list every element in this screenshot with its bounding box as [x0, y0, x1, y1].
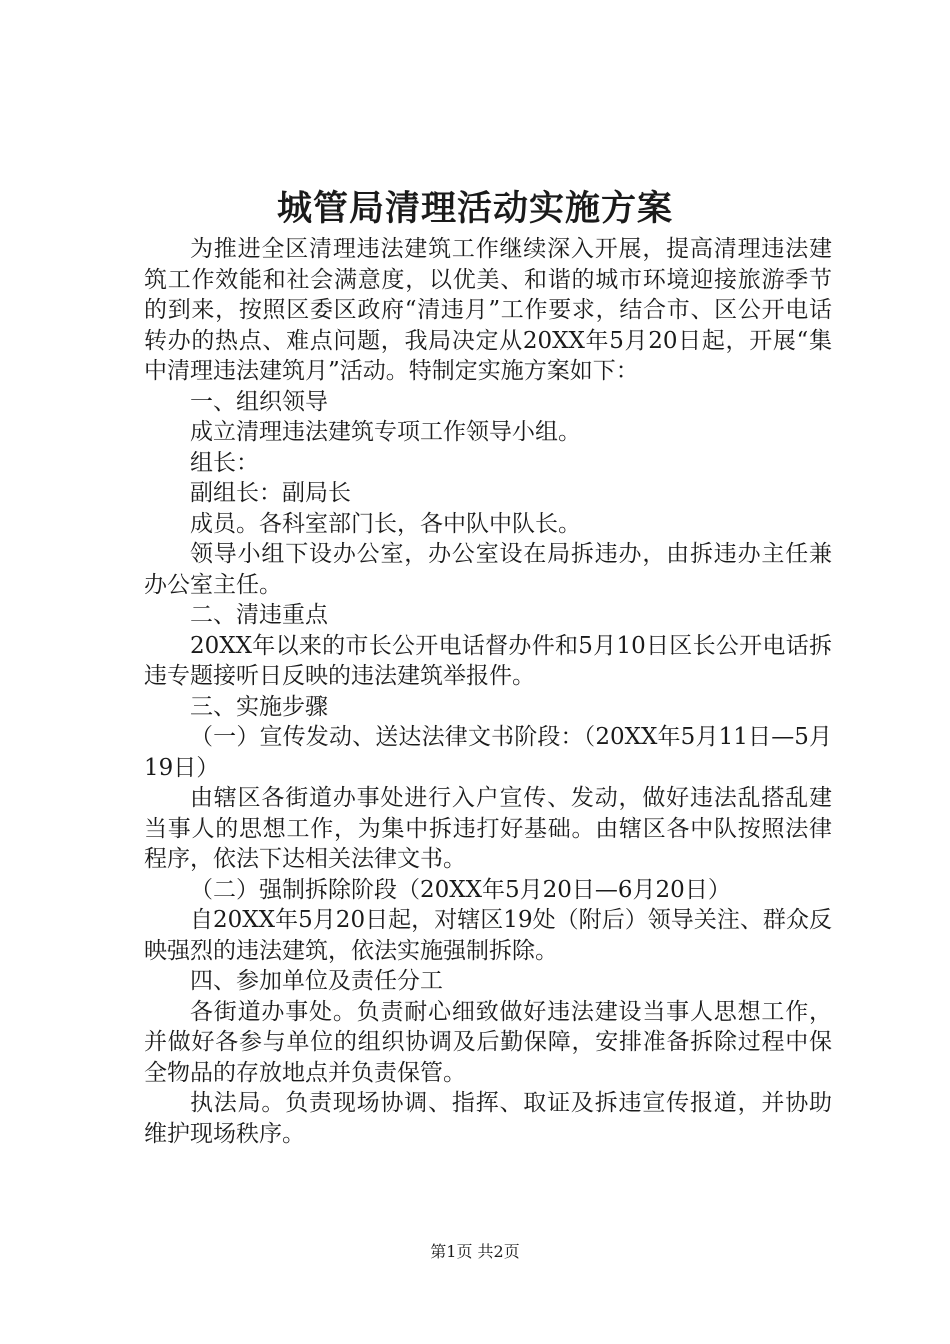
- paragraph: 副组长：副局长: [190, 480, 351, 506]
- paragraph: 20XX年以来的市长公开电话督办件和5月10日区长公开电话拆违专题接听日反映的违法建筑举报件。: [144, 632, 832, 689]
- section-heading-steps: 三、实施步骤: [190, 693, 328, 720]
- paragraph-intro: 为推进全区清理违法建筑工作继续深入开展，提高清理违法建筑工作效能和社会满意度，以优美、和谐的城市环境迎接旅游季节的到来，按照区委区政府“清违月”工作要求，结合市、区公开电话转办的热点、难点问题，我局决定从20XX年5月20日起，开展“集中清理违法建筑月”活动。特制定实施方案如下：: [144, 236, 832, 384]
- paragraph: 由辖区各街道办事处进行入户宣传、发动，做好违法乱搭乱建当事人的思想工作，为集中拆违打好基础。由辖区各中队按照法律程序，依法下达相关法律文书。: [144, 785, 832, 872]
- paragraph: 领导小组下设办公室，办公室设在局拆违办，由拆违办主任兼办公室主任。: [144, 541, 832, 598]
- paragraph: 组长：: [190, 449, 259, 476]
- subsection-heading: （二）强制拆除阶段（20XX年5月20日—6月20日）: [190, 876, 731, 903]
- paragraph: 成员。各科室部门长，各中队中队长。: [190, 510, 581, 537]
- section-heading-focus: 二、清违重点: [190, 602, 328, 628]
- document-title: 城管局清理活动实施方案: [276, 188, 673, 229]
- paragraph: 各街道办事处。负责耐心细致做好违法建设当事人思想工作，并做好各参与单位的组织协调及后勤保障，安排准备拆除过程中保全物品的存放地点并负责保管。: [144, 998, 832, 1086]
- paragraph: 执法局。负责现场协调、指挥、取证及拆违宣传报道，并协助维护现场秩序。: [144, 1090, 832, 1147]
- paragraph: 自20XX年5月20日起，对辖区19处（附后）领导关注、群众反映强烈的违法建筑，依法实施强制拆除。: [144, 907, 832, 964]
- section-heading-units: 四、参加单位及责任分工: [190, 968, 443, 994]
- document-body: [144, 234, 832, 1149]
- paragraph: 成立清理违法建筑专项工作领导小组。: [190, 419, 581, 445]
- subsection-heading: （一）宣传发动、送达法律文书阶段：（20XX年5月11日—5月19日）: [144, 724, 832, 781]
- page-number: 第1页 共2页: [430, 1242, 520, 1261]
- section-heading-organization: 一、组织领导: [190, 388, 328, 415]
